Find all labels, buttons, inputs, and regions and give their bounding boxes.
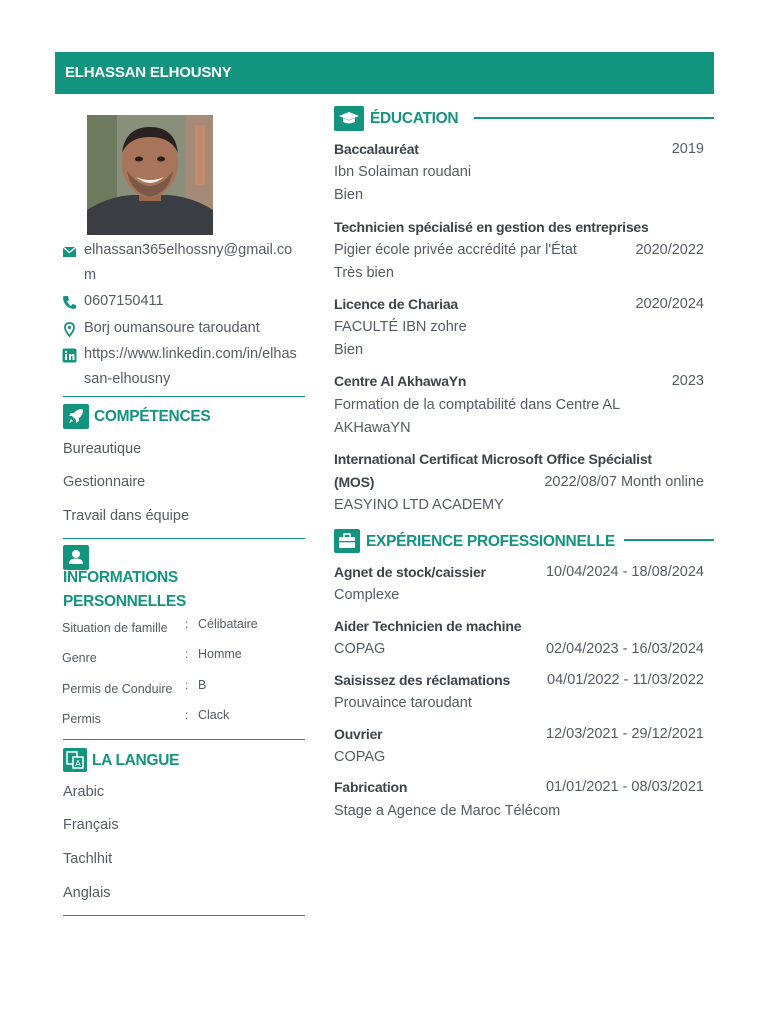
education-degree: Licence de Chariaa [334,296,459,312]
job-title: Aider Technicien de machine [334,618,522,634]
education-date: 2019 [671,141,704,157]
divider [63,739,305,740]
education-school: Ibn Solaiman roudani [334,164,472,180]
personal-info-title [63,566,186,614]
job-dates: 01/01/2021 - 08/03/2021 [545,779,704,795]
divider [63,396,305,397]
education-date: 2020/2022 [635,242,704,258]
job-company: Prouvaince taroudant [334,695,472,711]
education-degree: Baccalauréat [334,141,419,157]
pi-value: Homme [198,647,242,661]
address-text: Borj oumansoure taroudant [84,320,260,336]
language-item: Français [63,817,119,833]
job-company: Stage a Agence de Maroc Télécom [334,803,561,819]
language-item: Tachlhit [63,851,113,867]
job-title: Saisissez des réclamations [334,672,511,688]
personal-title-line: PERSONNELLES [63,593,187,610]
personal-title-line: INFORMATIONS [63,569,178,586]
education-degree: Centre Al AkhawaYn [334,373,467,389]
job-title: Agnet de stock/caissier [334,564,486,580]
rocket-icon [63,404,89,429]
job-dates: 04/01/2022 - 11/03/2022 [547,672,704,688]
language-item: Anglais [63,885,111,901]
pi-label: Permis de Conduire [62,682,173,696]
education-date: 2022/08/07 Month online [544,474,704,490]
pi-label: Genre [62,651,97,665]
job-company: COPAG [334,641,386,657]
education-degree: Technicien spécialisé en gestion des entreprises [334,219,649,235]
education-date: 2023 [671,373,704,389]
header-bar [55,52,714,94]
person-name: ELHASSAN ELHOUSNY [65,64,232,81]
education-school: Pigier école privée accrédité par l'État [334,242,577,258]
education-degree: International Certificat Microsoft Office Spécialist [334,451,652,467]
phone-text: 0607150411 [84,293,164,309]
pi-label: Permis [62,712,101,726]
skill-item: Travail dans équipe [63,508,190,524]
pi-colon: : [185,708,189,722]
pi-colon: : [185,647,189,661]
linkedin-text[interactable]: https://www.linkedin.com/in/elhassan-elhousny [84,346,297,387]
education-mention: Bien [334,342,364,358]
map-pin-icon [62,321,77,336]
skill-item: Gestionnaire [63,474,146,490]
divider [474,117,714,119]
phone-icon [62,294,77,309]
job-dates: 02/04/2023 - 16/03/2024 [545,641,704,657]
education-school: FACULTÉ IBN zohre [334,319,467,335]
education-description: AKHawaYN [334,420,411,436]
job-title: Fabrication [334,779,408,795]
education-date: 2020/2024 [635,296,704,312]
education-mention: Bien [334,187,364,203]
pi-label: Situation de famille [62,621,168,635]
education-title: ÉDUCATION [370,110,459,127]
education-description: Formation de la comptabilité dans Centre AL [334,397,621,413]
pi-value: Clack [198,708,230,722]
pi-colon: : [185,678,189,692]
job-company: Complexe [334,587,400,603]
profile-photo [87,115,213,235]
education-degree: (MOS) [334,474,375,490]
job-title: Ouvrier [334,726,383,742]
envelope-icon [62,243,77,258]
divider [624,539,714,541]
pi-colon: : [185,617,189,631]
education-school: EASYINO LTD ACADEMY [334,497,504,513]
email-text[interactable]: elhassan365elhossny@gmail.com [84,242,293,283]
education-mention: Très bien [334,265,394,281]
language-item: Arabic [63,784,105,800]
briefcase-icon [334,529,360,553]
linkedin-icon [62,347,77,362]
experience-title: EXPÉRIENCE PROFESSIONNELLE [366,533,615,550]
divider [63,538,305,539]
job-dates: 10/04/2024 - 18/08/2024 [545,564,704,580]
svg-text:A: A [75,759,81,768]
skill-item: Bureautique [63,441,142,457]
pi-value: B [198,678,207,692]
competences-title: COMPÉTENCES [94,408,211,425]
job-company: COPAG [334,749,386,765]
job-dates: 12/03/2021 - 29/12/2021 [545,726,704,742]
pi-value: Célibataire [198,617,258,631]
langue-title: LA LANGUE [92,752,180,769]
graduation-cap-icon [334,106,364,131]
translate-icon [63,748,87,772]
divider [63,915,305,916]
